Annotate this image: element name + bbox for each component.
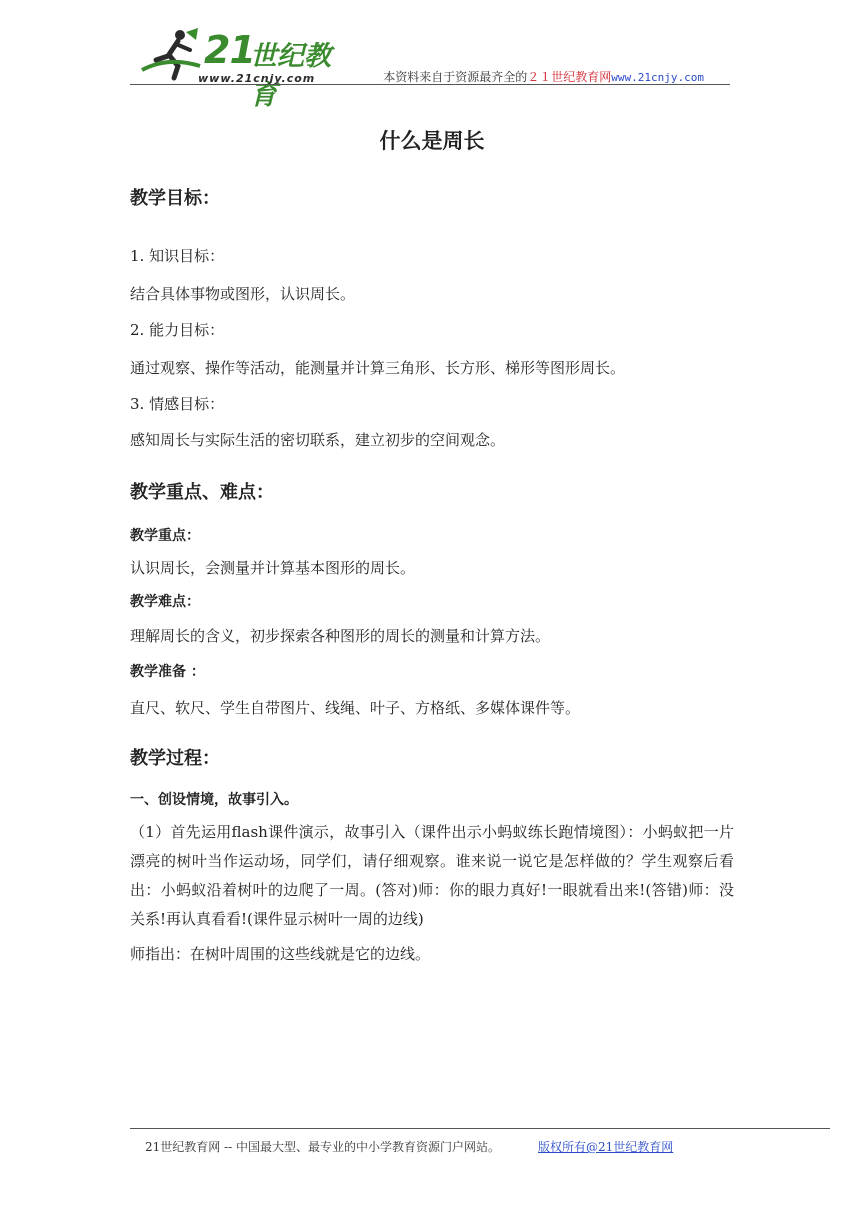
objective-3-label: 3. 情感目标： — [130, 395, 225, 413]
key-point-text: 认识周长，会测量并计算基本图形的周长。 — [130, 559, 416, 577]
header-note-prefix: 本资料来自于资源最齐全的 — [383, 70, 528, 84]
step-1-heading: 一、创设情境，故事引入。 — [130, 792, 298, 808]
logo-url: www.21cnjy.com — [198, 72, 316, 85]
footer-text: 21世纪教育网 -- 中国最大型、最专业的中小学教育资源门户网站。 — [145, 1140, 501, 1154]
header-url-link[interactable]: www.21cnjy.com — [611, 71, 704, 84]
document-body — [130, 124, 734, 968]
header-note — [383, 68, 704, 85]
footer-divider — [130, 1128, 830, 1129]
objective-3-text: 感知周长与实际生活的密切联系，建立初步的空间观念。 — [130, 431, 506, 449]
site-logo[interactable] — [138, 26, 348, 111]
logo-text: 世纪教育 — [250, 41, 331, 111]
copyright-link[interactable]: 版权所有@21世纪教育网 — [538, 1140, 674, 1154]
preparation-label: 教学准备 ： — [130, 664, 205, 680]
document-title: 什么是周长 — [379, 129, 485, 153]
key-point-label: 教学重点： — [130, 528, 200, 544]
objective-1-text: 结合具体事物或图形，认识周长。 — [130, 285, 356, 303]
objective-1-label: 1. 知识目标： — [130, 247, 225, 265]
step-1-paragraph-2: 师指出：在树叶周围的这些线就是它的边线。 — [130, 945, 431, 963]
preparation-text: 直尺、软尺、学生自带图片、线绳、叶子、方格纸、多媒体课件等。 — [130, 699, 581, 717]
page-header — [130, 18, 730, 111]
difficult-point-text: 理解周长的含义，初步探索各种图形的周长的测量和计算方法。 — [130, 627, 551, 645]
objective-2-label: 2. 能力目标： — [130, 321, 225, 339]
keypoints-heading: 教学重点、难点： — [130, 482, 274, 503]
difficult-point-label: 教学难点： — [130, 594, 200, 610]
objective-2-text: 通过观察、操作等活动，能测量并计算三角形、长方形、梯形等图形周长。 — [130, 359, 626, 377]
step-1-paragraph: （1）首先运用flash课件演示，故事引入（课件出示小蚂蚁练长跑情境图）：小蚂蚁把一片漂亮的树叶当作运动场，同学们，请仔细观察。谁来说一说它是怎样做的？学生观察后看出：小蚂蚁沿着树叶的边爬了一周。(答对)师：你的眼力真好!一眼就看出来!(答错)师：没关系!再认真看看!(课件显示树叶一周的边线) — [130, 823, 734, 928]
objectives-heading: 教学目标： — [130, 188, 220, 209]
header-brand-link[interactable]: ２１世纪教育网 — [527, 70, 612, 84]
page-footer — [145, 1138, 673, 1155]
logo-number: 21 — [204, 28, 255, 72]
header-divider — [130, 84, 730, 85]
process-heading: 教学过程： — [130, 748, 220, 769]
